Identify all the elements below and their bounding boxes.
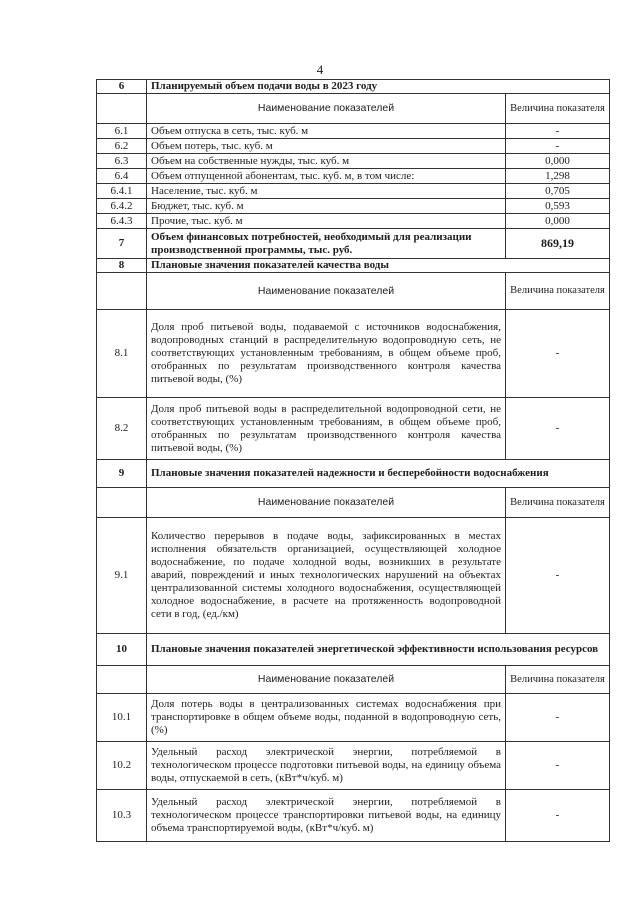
section-title: Плановые значения показателей энергетической эффективности использования ресурсов: [147, 634, 610, 666]
table-row: [97, 742, 610, 790]
section-title: Планируемый объем подачи воды в 2023 году: [147, 80, 610, 94]
row-value: 0,593: [506, 199, 610, 214]
row-value: 0,705: [506, 184, 610, 199]
row-text: Объем отпуска в сеть, тыс. куб. м: [147, 124, 506, 139]
row-value: 0,000: [506, 154, 610, 169]
row-number: 6.2: [97, 139, 147, 154]
section-8-header: [97, 259, 610, 273]
row-text: Объем отпущенной абонентам, тыс. куб. м, в том числе:: [147, 169, 506, 184]
value-header: Величина показателя: [506, 94, 610, 124]
empty-cell: [97, 94, 147, 124]
row-number: 10.1: [97, 694, 147, 742]
section-number: 9: [97, 460, 147, 488]
row-text: Количество перерывов в подаче воды, зафиксированных в местах исполнения обязательств организацией, осуществляющей холодное водоснабжение, по подаче холодной воды, возникших в результате аварий, повреждений и иных технологических нарушений на объектах централизованной системы холодного водоснабжения, осуществляющей холодное водоснабжение, в расчете на протяженность водопроводной сети в год, (ед./км): [147, 518, 506, 634]
value-header: Величина показателя: [506, 488, 610, 518]
table-row: [97, 184, 610, 199]
row-number: 6.4.3: [97, 214, 147, 229]
row-number: 8.2: [97, 398, 147, 460]
row-text: Доля потерь воды в централизованных системах водоснабжения при транспортировке в общем объеме воды, поданной в водопроводную сеть, (%): [147, 694, 506, 742]
row-value: -: [506, 124, 610, 139]
row-text: Бюджет, тыс. куб. м: [147, 199, 506, 214]
section-number: 6: [97, 80, 147, 94]
row-number: 10.2: [97, 742, 147, 790]
column-header-row: [97, 488, 610, 518]
row-number: 8.1: [97, 310, 147, 398]
row-text: Объем на собственные нужды, тыс. куб. м: [147, 154, 506, 169]
row-text: Доля проб питьевой воды, подаваемой с источников водоснабжения, водопроводных станций в распределительную водопроводную сеть, не соответствующих установленным требованиям, в общем объеме проб, отобранных по результатам производственного контроля качества питьевой воды, (%): [147, 310, 506, 398]
table-row: [97, 518, 610, 634]
empty-cell: [97, 488, 147, 518]
table-row: [97, 694, 610, 742]
table-row: [97, 154, 610, 169]
row-value: -: [506, 790, 610, 842]
row-value: -: [506, 518, 610, 634]
table-row: [97, 139, 610, 154]
row-text: Удельный расход электрической энергии, потребляемой в технологическом процессе подготовки питьевой воды, на единицу объема воды, отпускаемой в сеть, (кВт*ч/куб. м): [147, 742, 506, 790]
column-header-row: [97, 273, 610, 310]
row-text: Объем потерь, тыс. куб. м: [147, 139, 506, 154]
table-row: [97, 310, 610, 398]
empty-cell: [97, 666, 147, 694]
row-number: 6.4: [97, 169, 147, 184]
row-number: 6.3: [97, 154, 147, 169]
row-value: 0,000: [506, 214, 610, 229]
table-row: [97, 790, 610, 842]
page-number: 4: [316, 62, 324, 77]
column-header-row: [97, 666, 610, 694]
section-title: Плановые значения показателей надежности и бесперебойности водоснабжения: [147, 460, 610, 488]
program-table: [96, 79, 610, 842]
row-value: -: [506, 398, 610, 460]
row-number: 6.4.2: [97, 199, 147, 214]
section-7-row: [97, 229, 610, 259]
row-number: 6.1: [97, 124, 147, 139]
section-9-header: [97, 460, 610, 488]
empty-cell: [97, 273, 147, 310]
row-number: 10.3: [97, 790, 147, 842]
section-6-header: [97, 80, 610, 94]
row-text: Население, тыс. куб. м: [147, 184, 506, 199]
row-number: 9.1: [97, 518, 147, 634]
row-value: -: [506, 694, 610, 742]
financial-needs-value: 869,19: [506, 229, 610, 259]
row-value: -: [506, 742, 610, 790]
name-header: Наименование показателей: [147, 666, 506, 694]
name-header: Наименование показателей: [147, 94, 506, 124]
section-10-header: [97, 634, 610, 666]
table-row: [97, 124, 610, 139]
name-header: Наименование показателей: [147, 488, 506, 518]
section-number: 10: [97, 634, 147, 666]
table-row: [97, 398, 610, 460]
column-header-row: [97, 94, 610, 124]
row-value: -: [506, 310, 610, 398]
section-number: 7: [97, 229, 147, 259]
section-number: 8: [97, 259, 147, 273]
row-number: 6.4.1: [97, 184, 147, 199]
table-row: [97, 199, 610, 214]
value-header: Величина показателя: [506, 666, 610, 694]
row-text: Доля проб питьевой воды в распределительной водопроводной сети, не соответствующих установленным требованиям, в общем объеме проб, отобранных по результатам производственного контроля качества питьевой воды, (%): [147, 398, 506, 460]
table-row: [97, 214, 610, 229]
row-text: Прочие, тыс. куб. м: [147, 214, 506, 229]
row-value: 1,298: [506, 169, 610, 184]
financial-needs-text: Объем финансовых потребностей, необходимый для реализации производственной программы, тыс. руб.: [147, 229, 506, 259]
section-title: Плановые значения показателей качества воды: [147, 259, 610, 273]
row-text: Удельный расход электрической энергии, потребляемой в технологическом процессе транспортировки питьевой воды, на единицу объема транспортируемой воды, (кВт*ч/куб. м): [147, 790, 506, 842]
name-header: Наименование показателей: [147, 273, 506, 310]
table-row: [97, 169, 610, 184]
row-value: -: [506, 139, 610, 154]
value-header: Величина показателя: [506, 273, 610, 310]
